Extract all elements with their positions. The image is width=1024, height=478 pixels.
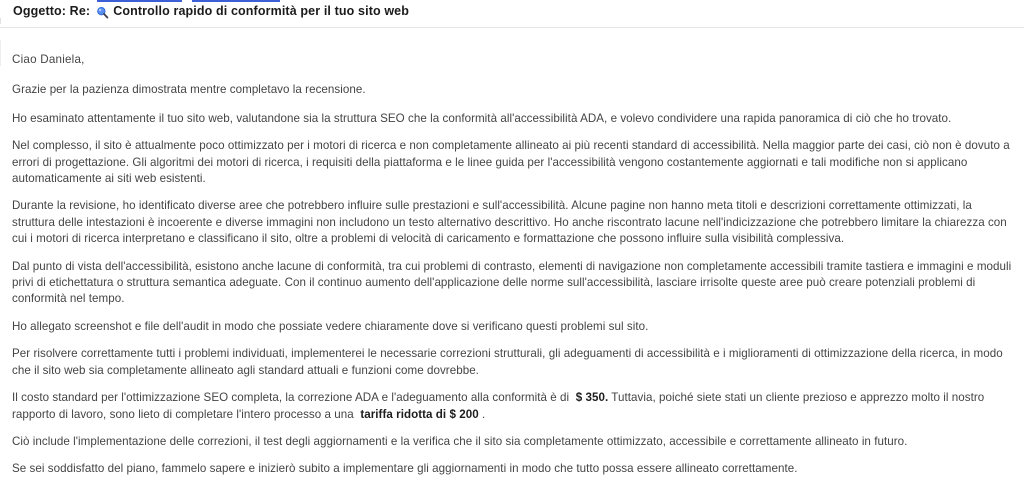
header-divider bbox=[0, 27, 1024, 28]
magnifying-glass-icon bbox=[96, 4, 109, 19]
standard-price: $ 350. bbox=[575, 391, 609, 405]
includes-paragraph: Ciò include l'implementazione delle correzioni, il test degli aggiornamenti e la verifica che il sito sia completamente ottimizzato, accessibile e correttamente allineato in futuro. bbox=[12, 434, 908, 448]
left-gutter-edge-top bbox=[0, 18, 1, 24]
pricing-middle: Tuttavia, poiché siete stati un cliente prezioso e apprezzo molto il nostro rapporto di lavoro, sono lieto di completare l'intero processo a una bbox=[12, 391, 985, 421]
overall-assessment-paragraph: Nel complesso, il sito è attualmente poco ottimizzato per i motori di ricerca e non completamente allineato ai più recenti standard di accessibilità. Nella maggior parte dei casi, ciò non è dovuto a errori di progettazione. Gli algoritmi dei motori di ricerca, i requisiti della piattaforma e le linee guida per l'accessibilità vengono costantemente aggiornati e tali modifiche non si applicano automaticamente ai siti web esistenti. bbox=[12, 139, 1010, 186]
subject-line bbox=[13, 2, 1012, 20]
closing-paragraph: Se sei soddisfatto del piano, fammelo sapere e inizierò subito a implementare gli aggiornamenti in modo che tutto possa essere allineato correttamente. bbox=[12, 462, 798, 476]
findings-paragraph: Durante la revisione, ho identificato diverse aree che potrebbero influire sulle prestazioni e sull'accessibilità. Alcune pagine non hanno meta titoli e descrizioni correttamente ottimizzati, la struttura delle intestazioni è incoerente e diverse immagini non includono un testo alternativo descrittivo. Ho anche riscontrato lacune nell'indicizzazione che potrebbero limitare la chiarezza con cui i motori di ricerca interpretano e classificano il sito, oltre a problemi di velocità di caricamento e formattazione che possono influire sulla visibilità complessiva. bbox=[12, 199, 1007, 246]
pricing-prefix: Il costo standard per l'ottimizzazione SEO completa, la correzione ADA e l'adeguamento alla conformità è di bbox=[12, 391, 570, 405]
attachments-paragraph: Ho allegato screenshot e file dell'audit in modo che possiate vedere chiaramente dove si verificano questi problemi sul sito. bbox=[12, 319, 649, 333]
solution-paragraph: Per risolvere correttamente tutti i problemi individuati, implementerei le necessarie correzioni strutturali, gli adeguamenti di accessibilità e i miglioramenti di ottimizzazione della ricerca, in modo che il sito web sia completamente allineato agli standard attuali e funzioni come dovrebbe. bbox=[12, 347, 1003, 377]
thanks-paragraph: Grazie per la pazienza dimostrata mentre completavo la recensione. bbox=[12, 83, 366, 97]
subject-text: Controllo rapido di conformità per il tuo sito web bbox=[113, 4, 410, 18]
pricing-suffix: . bbox=[481, 407, 486, 421]
pricing-paragraph bbox=[12, 390, 1014, 423]
discounted-price: tariffa ridotta di $ 200 bbox=[360, 407, 479, 421]
review-paragraph: Ho esaminato attentamente il tuo sito web, valutandone sia la struttura SEO che la conformità all'accessibilità ADA, e volevo condividere una rapida panoramica di ciò che ho trovato. bbox=[12, 111, 952, 125]
email-body bbox=[12, 52, 1014, 476]
subject-label: Oggetto: Re: bbox=[13, 4, 91, 18]
accessibility-paragraph: Dal punto di vista dell'accessibilità, esistono anche lacune di conformità, tra cui problemi di contrasto, elementi di navigazione non completamente accessibili tramite tastiera e immagini e moduli privi di etichettatura o struttura semantica adeguate. Con il continuo aumento dell'applicazione delle norme sull'accessibilità, lasciare irrisolte queste aree può creare potenziali problemi di conformità nel tempo. bbox=[12, 259, 1012, 306]
left-gutter-edge-lower bbox=[0, 40, 1, 66]
greeting-paragraph: Ciao Daniela, bbox=[12, 53, 85, 66]
